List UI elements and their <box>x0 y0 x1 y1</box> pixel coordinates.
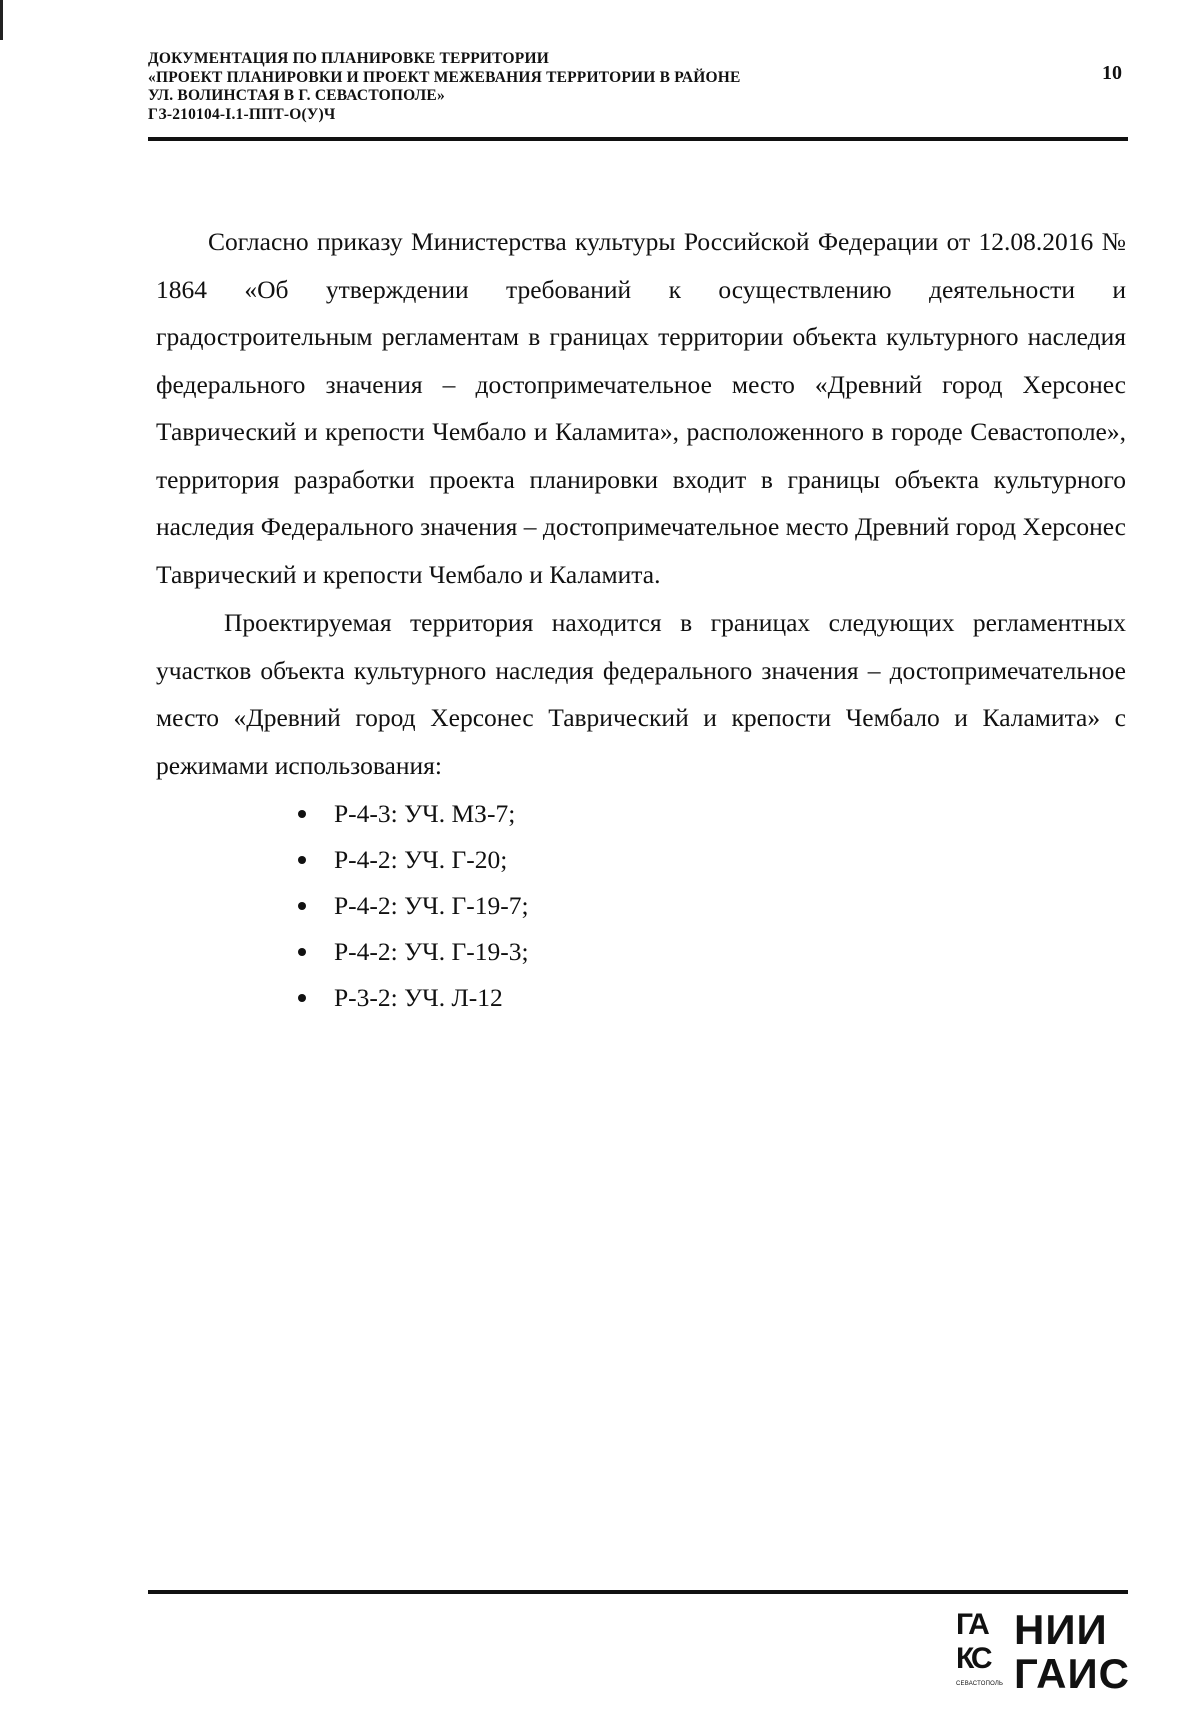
logo-mark-caption: СЕВАСТОПОЛЬ <box>956 1681 1004 1687</box>
list-item <box>296 929 529 975</box>
header-line-3: УЛ. ВОЛИНСТАЯ В Г. СЕВАСТОПОЛЕ» <box>148 87 445 104</box>
logo-word-bottom: ГАИС <box>1014 1650 1131 1697</box>
logo-mark-bottom: КС <box>956 1642 990 1675</box>
bullet-icon <box>298 994 306 1002</box>
header-line-1: ДОКУМЕНТАЦИЯ ПО ПЛАНИРОВКЕ ТЕРРИТОРИИ <box>148 50 549 67</box>
scan-edge-mark <box>0 0 3 40</box>
list-item-text: Р-4-2: УЧ. Г-19-7; <box>334 891 529 920</box>
page-number: 10 <box>1102 62 1122 84</box>
list-item-text: Р-4-2: УЧ. Г-20; <box>334 845 508 874</box>
list-item <box>296 837 529 883</box>
list-item-text: Р-4-3: УЧ. МЗ-7; <box>334 799 516 828</box>
logo-mark-icon <box>956 1610 1008 1694</box>
bullet-icon <box>298 856 306 864</box>
logo-wordmark <box>1014 1608 1130 1696</box>
bullet-icon <box>298 948 306 956</box>
paragraph-2: Проектируемая территория находится в границах следующих регламентных участков объекта культурного наследия федерального значения – достопримечательное место «Древний город Херсонес Таврический и крепости Чембало и Каламита» с режимами использования: <box>156 608 1126 780</box>
regulation-list <box>296 791 529 1021</box>
list-item-text: Р-3-2: УЧ. Л-12 <box>334 983 503 1012</box>
bullet-icon <box>298 810 306 818</box>
bullet-icon <box>298 902 306 910</box>
list-item-text: Р-4-2: УЧ. Г-19-3; <box>334 937 529 966</box>
logo-mark-top: ГА <box>956 1608 987 1641</box>
header-line-4: ГЗ-210104-I.1-ППТ-О(У)Ч <box>148 105 336 123</box>
document-header <box>148 50 1128 124</box>
list-item <box>296 883 529 929</box>
list-item <box>296 791 529 837</box>
document-body <box>156 218 1126 789</box>
list-item <box>296 975 529 1021</box>
nii-gais-logo <box>956 1608 1136 1700</box>
footer-divider <box>148 1590 1128 1594</box>
header-divider <box>148 137 1128 141</box>
header-line-2: «ПРОЕКТ ПЛАНИРОВКИ И ПРОЕКТ МЕЖЕВАНИЯ ТЕРРИТОРИИ В РАЙОНЕ <box>148 68 741 86</box>
paragraph-1: Согласно приказу Министерства культуры Российской Федерации от 12.08.2016 № 1864 «Об утверждении требований к осуществлению деятельности и градостроительным регламентам в границах территории объекта культурного наследия федерального значения – достопримечательное место «Древний город Херсонес Таврический и крепости Чембало и Каламита», расположенного в городе Севастополе», территория разработки проекта планировки входит в границы объекта культурного наследия Федерального значения – достопримечательное место Древний город Херсонес Таврический и крепости Чембало и Каламита. <box>156 227 1126 589</box>
logo-word-top: НИИ <box>1014 1606 1108 1653</box>
